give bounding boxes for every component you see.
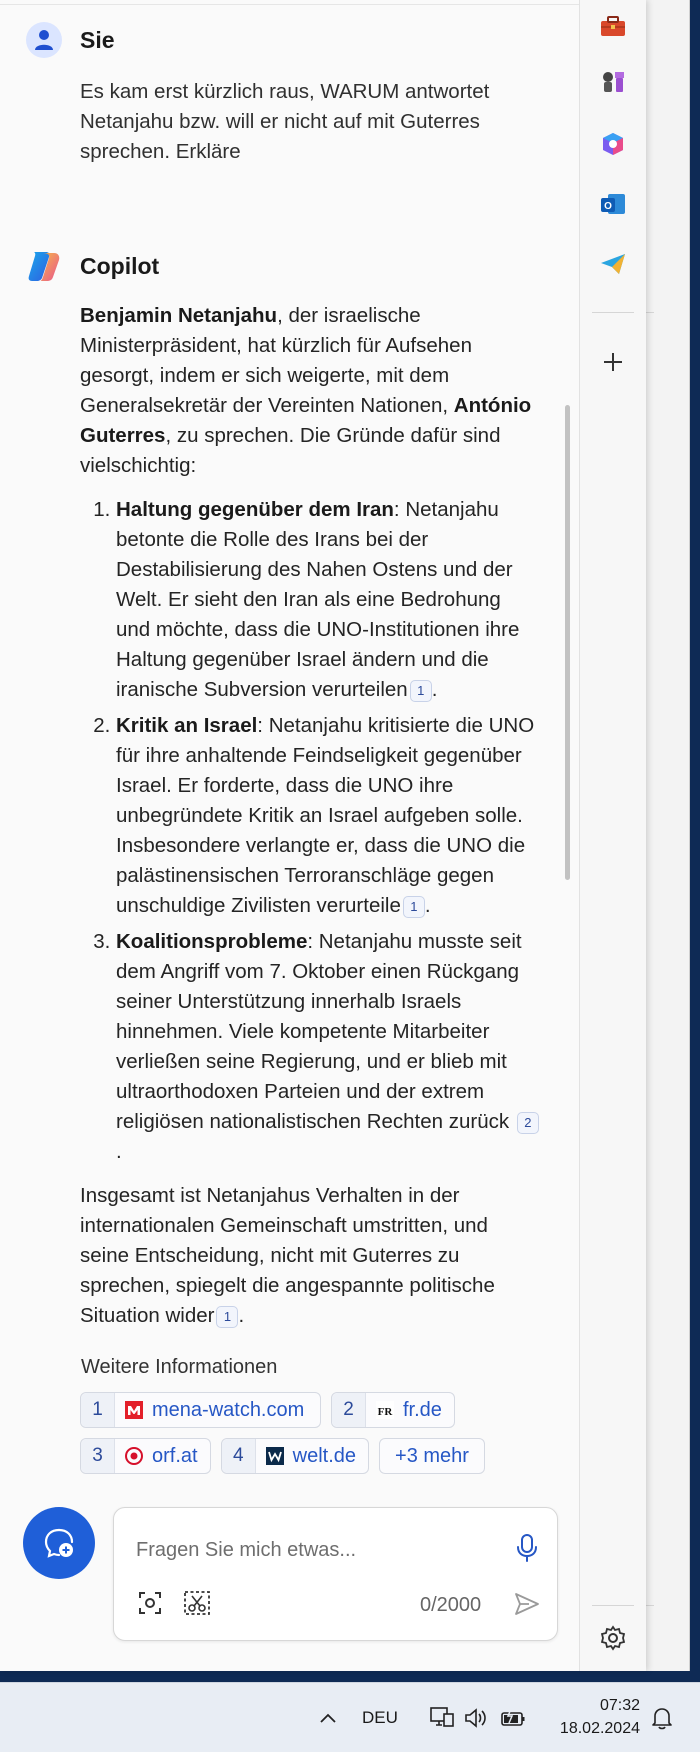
punctuation: . — [116, 1140, 122, 1163]
list-item-text: : Netanjahu musste seit dem Angriff vom 7. Oktober einen Rückgang seiner Unterstützung innerhalb Israels hinnehmen. Viele kompetente Mitarbeiter verließen seine Regierung, und er blieb mit ultraorthodoxen Parteien und der extrem religiösen nationalistischen Rechten zurück — [116, 930, 522, 1133]
toolbox-icon[interactable] — [597, 10, 629, 42]
list-item-title: Kritik an Israel — [116, 714, 258, 737]
list-item-title: Haltung gegenüber dem Iran — [116, 498, 394, 521]
source-link-orf[interactable] — [80, 1438, 211, 1474]
source-name: mena-watch.com — [152, 1398, 305, 1421]
rail-divider — [592, 1605, 634, 1606]
network-icon[interactable] — [428, 1704, 456, 1732]
list-item — [116, 927, 540, 1167]
outlook-icon[interactable] — [597, 188, 629, 220]
plus-icon[interactable] — [599, 348, 627, 376]
citation-badge[interactable]: 1 — [403, 896, 425, 918]
svg-text:O: O — [604, 201, 612, 212]
chevron-up-icon[interactable] — [314, 1703, 342, 1733]
top-divider — [0, 4, 580, 5]
svg-text:FR: FR — [377, 1406, 393, 1418]
clock-date: 18.02.2024 — [559, 1720, 640, 1737]
clock-time: 07:32 — [599, 1697, 640, 1714]
intro-text: , der israelische Ministerpräsident, hat kürzlich für Aufsehen gesorgt, indem er sich weigerte, mit dem Generalsekretär der Vereinten Nationen, — [80, 304, 472, 417]
source-name: welt.de — [292, 1444, 356, 1467]
system-clock[interactable] — [540, 1694, 640, 1740]
source-number: 4 — [222, 1439, 256, 1473]
telegram-icon[interactable] — [597, 248, 629, 280]
mena-watch-favicon-icon — [125, 1401, 143, 1419]
list-item-title: Koalitionsprobleme — [116, 930, 308, 953]
user-message-text: Es kam erst kürzlich raus, WARUM antwortet Netanjahu bzw. will er nicht auf mit Guterres sprechen. Erkläre — [80, 80, 490, 163]
new-topic-button[interactable] — [23, 1507, 95, 1579]
send-icon[interactable] — [510, 1588, 544, 1620]
chess-icon[interactable] — [597, 66, 629, 98]
input-language-indicator[interactable]: DEU — [362, 1708, 398, 1727]
rail-divider — [592, 312, 634, 313]
notification-bell-icon[interactable] — [648, 1704, 676, 1732]
answer-summary — [80, 1181, 540, 1331]
list-item — [116, 495, 540, 705]
list-item-text: : Netanjahu kritisierte die UNO für ihre anhaltende Feindseligkeit gegenüber Israel. Er forderte, dass die UNO ihre unbegründete Kritik an Israel aufgeben solle. Insbesondere verlangte er, dass die UNO die palästinensischen Terroranschläge gegen unschuldige Zivilisten verurteile — [116, 714, 535, 917]
microphone-icon[interactable] — [510, 1528, 544, 1568]
chat-scrollbar[interactable] — [565, 405, 570, 880]
sources-label: Weitere Informationen — [81, 1356, 278, 1378]
chat-input[interactable] — [136, 1534, 496, 1566]
summary-text: Insgesamt ist Netanjahus Verhalten in der internationalen Gemeinschaft umstritten, und seine Entscheidung, nicht mit Guterres zu sprechen, spiegelt die angespannte politische Situation wider — [80, 1184, 495, 1327]
source-number: 2 — [332, 1393, 366, 1427]
punctuation: . — [238, 1304, 245, 1327]
copilot-answer — [80, 301, 540, 1331]
source-link-mena-watch[interactable] — [80, 1392, 321, 1428]
citation-badge[interactable]: 2 — [517, 1112, 539, 1134]
answer-intro — [80, 301, 540, 481]
punctuation: . — [431, 678, 438, 701]
microsoft365-icon[interactable] — [597, 128, 629, 160]
intro-text: , zu sprechen. Die Gründe dafür sind vielschichtig: — [80, 424, 501, 477]
source-link-welt[interactable] — [221, 1438, 369, 1474]
reasons-list — [116, 495, 540, 1167]
copilot-logo-icon — [26, 248, 62, 284]
screenshot-snip-icon[interactable] — [182, 1588, 212, 1618]
chat-compose-box — [113, 1507, 558, 1641]
source-number: 1 — [81, 1393, 115, 1427]
list-item — [116, 711, 540, 921]
visual-search-icon[interactable] — [135, 1588, 165, 1618]
user-message-header — [26, 22, 115, 58]
copilot-message-header — [26, 248, 159, 284]
intro-bold-name: Benjamin Netanjahu — [80, 304, 278, 327]
copilot-sender-name: Copilot — [80, 252, 160, 279]
intro-bold-name: António Guterres — [80, 394, 532, 447]
battery-icon[interactable] — [498, 1704, 528, 1732]
source-link-fr[interactable] — [331, 1392, 455, 1428]
source-name: orf.at — [152, 1444, 198, 1467]
list-item-text: : Netanjahu betonte die Rolle des Irans bei der Destabilisierung des Nahen Ostens und der Welt. Er sieht den Iran als eine Bedrohung und möchte, dass die UNO-Institutionen ihre Haltung gegenüber Israel ändern und die iranische Subversion verurteilen — [116, 498, 520, 701]
volume-icon[interactable] — [462, 1704, 490, 1732]
citation-badge[interactable]: 1 — [410, 680, 432, 702]
taskbar — [0, 1682, 700, 1752]
welt-favicon-icon — [266, 1447, 284, 1465]
sidebar-rail — [580, 0, 646, 1671]
user-sender-name: Sie — [80, 26, 115, 53]
punctuation: . — [424, 894, 431, 917]
character-counter: 0/2000 — [420, 1594, 482, 1616]
orf-favicon-icon — [125, 1447, 143, 1465]
more-sources-button[interactable]: +3 mehr — [379, 1438, 485, 1474]
source-name: fr.de — [403, 1398, 442, 1421]
citation-badge[interactable]: 1 — [216, 1306, 238, 1328]
source-number: 3 — [81, 1439, 115, 1473]
fr-favicon-icon — [376, 1401, 394, 1419]
user-avatar-icon — [26, 22, 62, 58]
settings-gear-icon[interactable] — [599, 1624, 627, 1652]
